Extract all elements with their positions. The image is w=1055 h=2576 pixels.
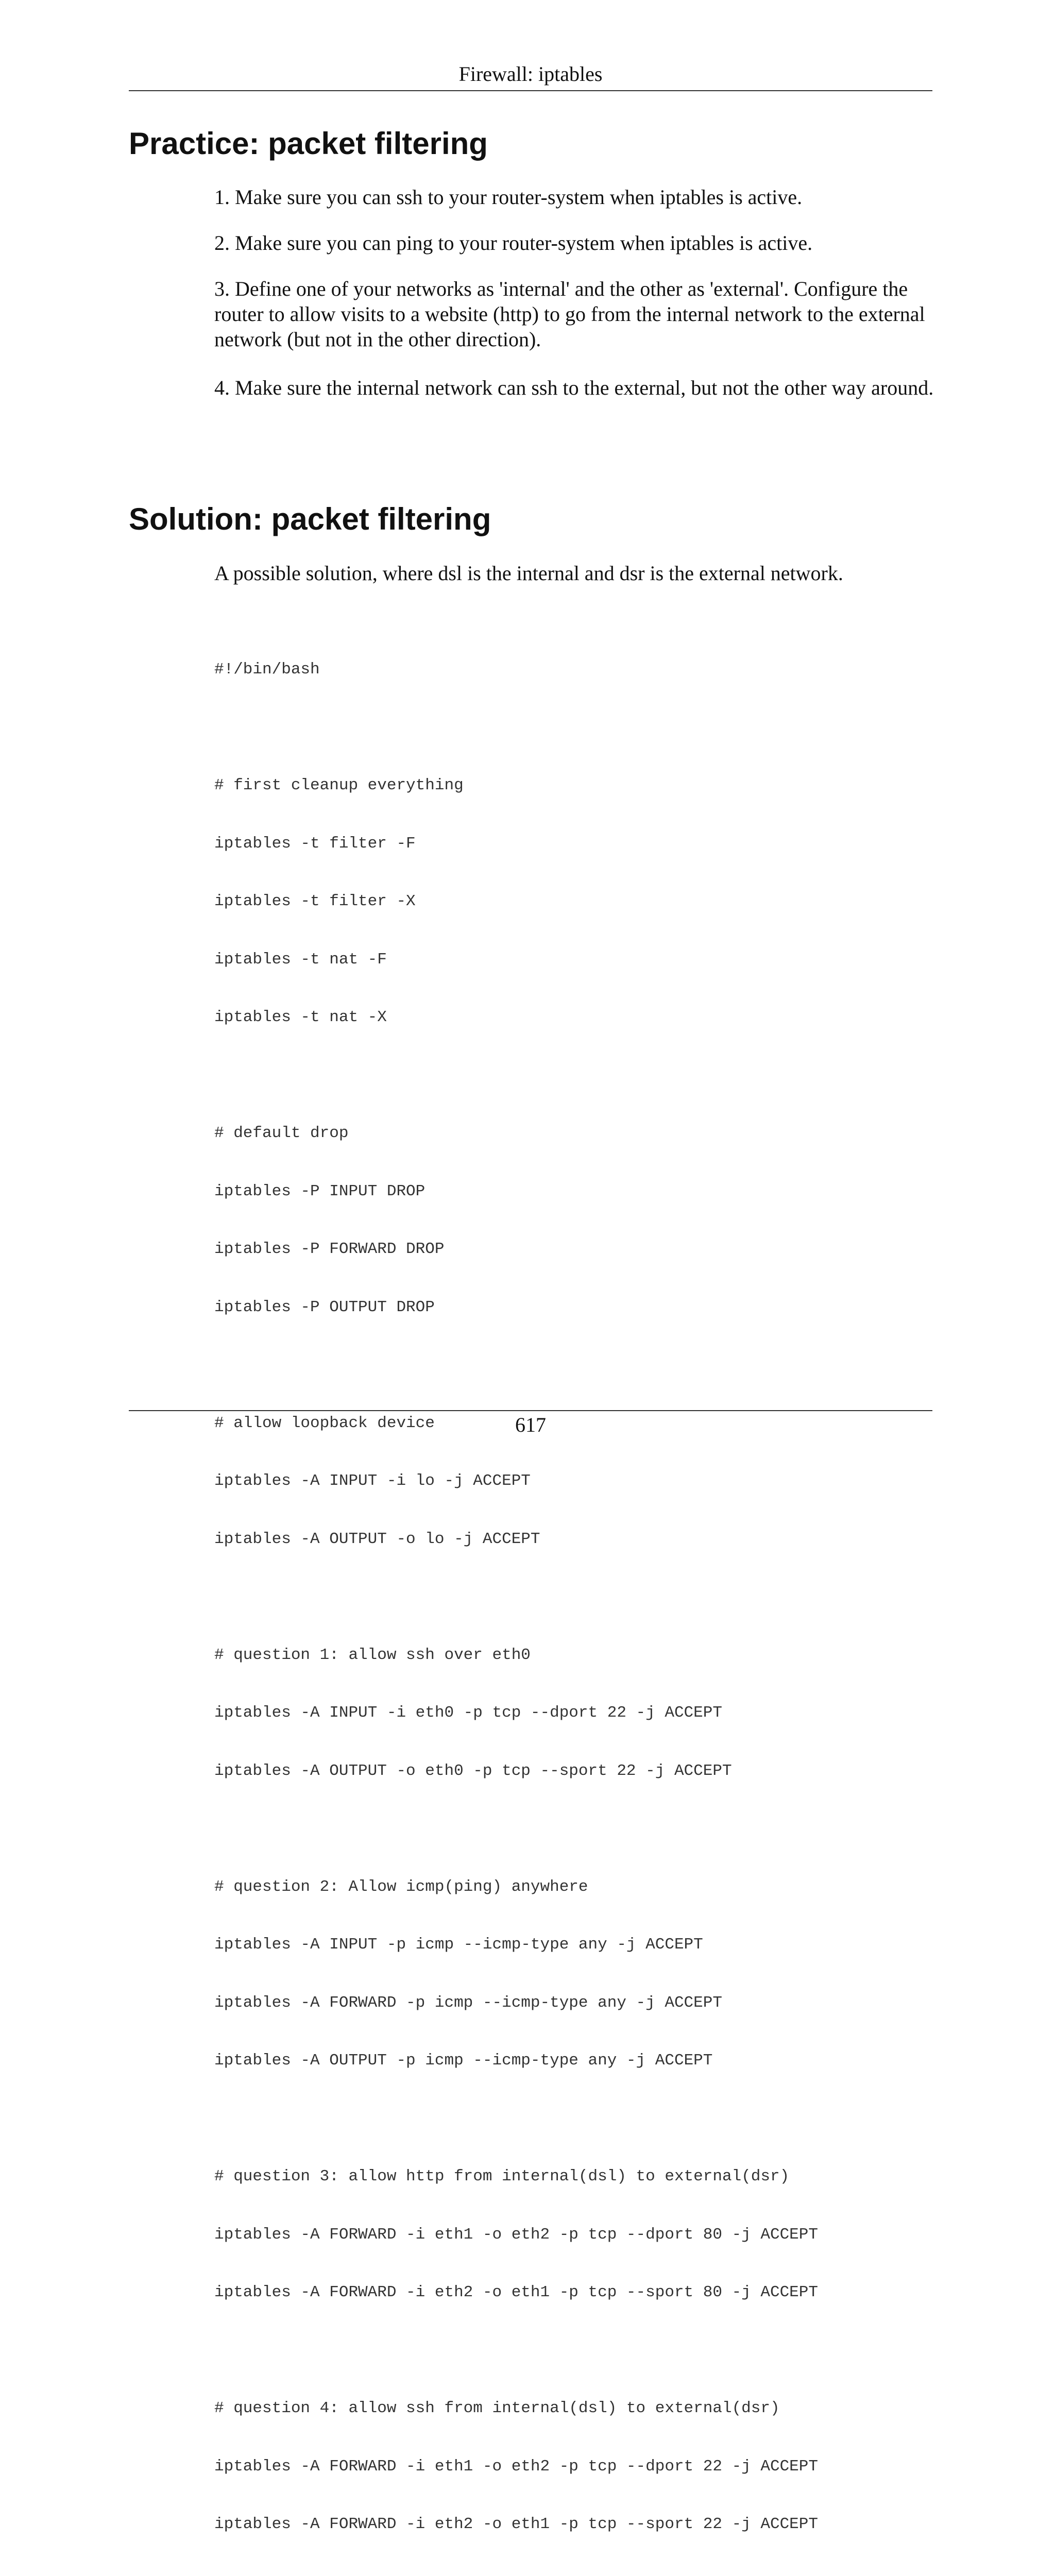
code-line: # question 2: Allow icmp(ping) anywhere: [214, 1877, 946, 1897]
solution-section-title: Solution: packet filtering: [129, 501, 491, 538]
code-line: iptables -A INPUT -i eth0 -p tcp --dport 22 -j ACCEPT: [214, 1703, 946, 1723]
code-line: iptables -t nat -F: [214, 950, 946, 970]
code-line: iptables -A OUTPUT -o eth0 -p tcp --sport 22 -j ACCEPT: [214, 1761, 946, 1781]
code-line: [214, 2573, 946, 2576]
code-line: iptables -A FORWARD -i eth1 -o eth2 -p tcp --dport 22 -j ACCEPT: [214, 2457, 946, 2477]
code-line: iptables -P INPUT DROP: [214, 1182, 946, 1201]
code-line: #!/bin/bash: [214, 660, 946, 680]
code-line: iptables -P FORWARD DROP: [214, 1240, 946, 1259]
code-line: [214, 1066, 946, 1086]
page-number: 617: [129, 1412, 932, 1438]
code-line: iptables -A FORWARD -i eth2 -o eth1 -p tcp --sport 22 -j ACCEPT: [214, 2515, 946, 2534]
code-line: iptables -P OUTPUT DROP: [214, 1298, 946, 1317]
code-line: [214, 2109, 946, 2129]
code-line: # question 1: allow ssh over eth0: [214, 1646, 946, 1665]
code-line: # first cleanup everything: [214, 776, 946, 795]
code-line: # default drop: [214, 1124, 946, 1143]
code-line: iptables -t filter -F: [214, 834, 946, 854]
code-line: [214, 2341, 946, 2361]
code-line: iptables -A OUTPUT -p icmp --icmp-type any -j ACCEPT: [214, 2051, 946, 2071]
footer-rule: [129, 1410, 932, 1411]
code-line: iptables -A INPUT -p icmp --icmp-type any -j ACCEPT: [214, 1935, 946, 1955]
code-line: [214, 1819, 946, 1839]
code-line: [214, 1355, 946, 1375]
code-line: iptables -A OUTPUT -o lo -j ACCEPT: [214, 1530, 946, 1549]
header-rule: [129, 90, 932, 91]
code-line: iptables -A FORWARD -i eth1 -o eth2 -p tcp --dport 80 -j ACCEPT: [214, 2225, 946, 2245]
code-line: iptables -A INPUT -i lo -j ACCEPT: [214, 1471, 946, 1491]
running-header: Firewall: iptables: [129, 61, 932, 88]
code-line: iptables -t filter -X: [214, 892, 946, 911]
code-line: iptables -t nat -X: [214, 1008, 946, 1027]
practice-item-4: 4. Make sure the internal network can ssh to the external, but not the other way around.: [214, 375, 935, 400]
code-line: # question 3: allow http from internal(dsl) to external(dsr): [214, 2167, 946, 2187]
practice-item-3: 3. Define one of your networks as 'internal' and the other as 'external'. Configure the router to allow visits to a website (http) to go from the internal network to the external network (but not in the other direction).: [214, 276, 935, 352]
solution-intro: A possible solution, where dsl is the internal and dsr is the external network.: [214, 561, 935, 586]
code-line: iptables -A FORWARD -p icmp --icmp-type any -j ACCEPT: [214, 1993, 946, 2013]
code-line: [214, 718, 946, 738]
practice-item-1: 1. Make sure you can ssh to your router-system when iptables is active.: [214, 184, 935, 210]
practice-section-title: Practice: packet filtering: [129, 125, 488, 162]
code-line: # allow loopback device: [214, 1414, 946, 1433]
code-line: [214, 1587, 946, 1607]
solution-script-code-block: [214, 621, 946, 2576]
code-line: iptables -A FORWARD -i eth2 -o eth1 -p tcp --sport 80 -j ACCEPT: [214, 2283, 946, 2302]
code-line: # question 4: allow ssh from internal(dsl) to external(dsr): [214, 2399, 946, 2418]
practice-item-2: 2. Make sure you can ping to your router-system when iptables is active.: [214, 230, 935, 256]
